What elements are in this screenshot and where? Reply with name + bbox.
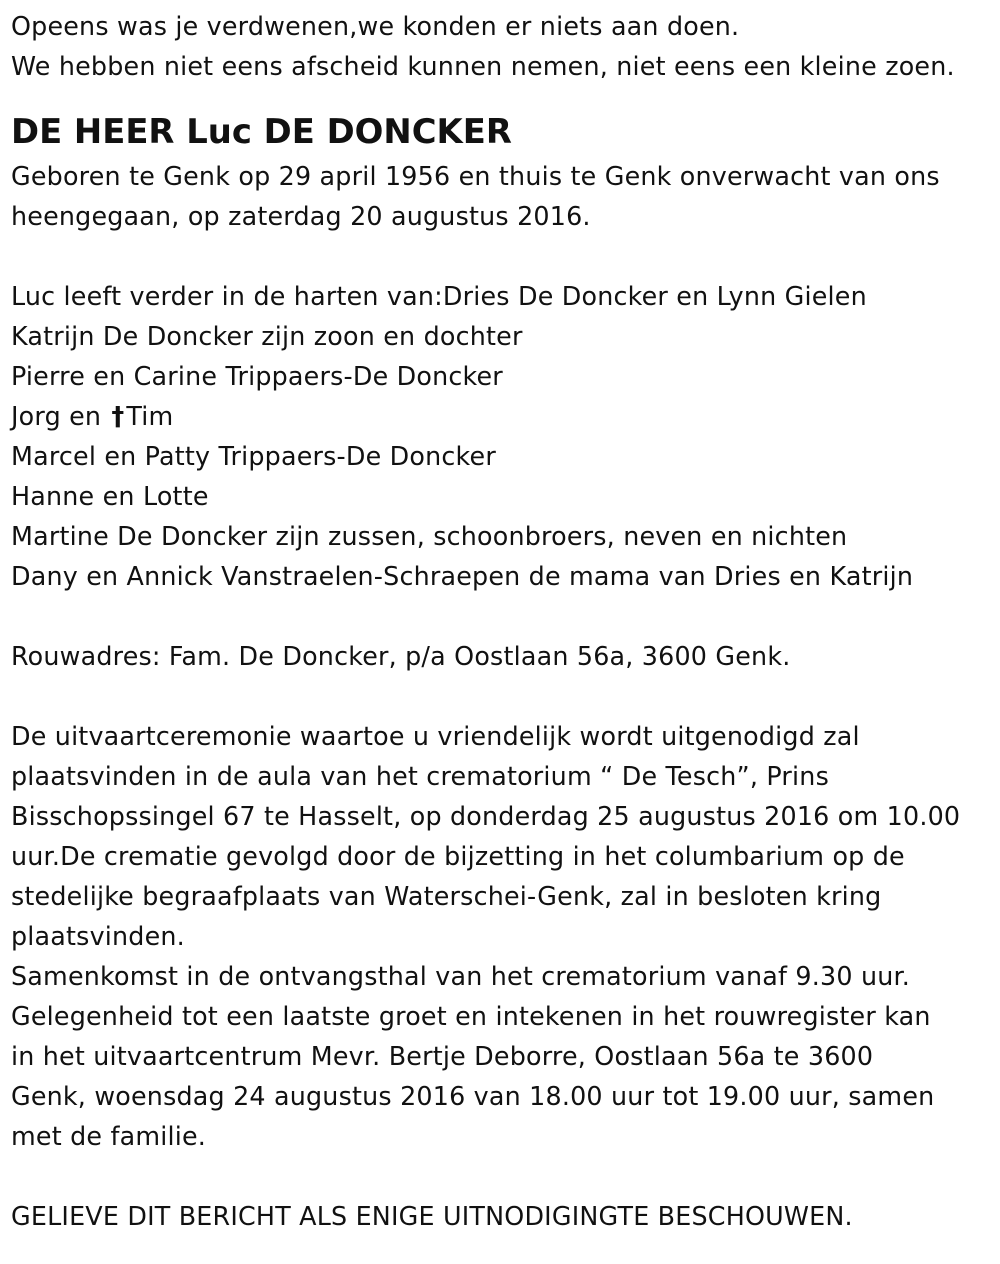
family-line: Martine De Doncker zijn zussen, schoonbroers, neven en nichten <box>11 521 848 551</box>
ceremony-line: stedelijke begraafplaats van Waterschei-Genk, zal in besloten kring <box>11 881 882 911</box>
ceremony-line: De uitvaartceremonie waartoe u vriendelijk wordt uitgenodigd zal <box>11 721 860 751</box>
ceremony-line: plaatsvinden in de aula van het crematorium “ De Tesch”, Prins <box>11 761 829 791</box>
closing-note: GELIEVE DIT BERICHT ALS ENIGE UITNODIGINGTE BESCHOUWEN. <box>11 1201 853 1231</box>
ceremony-line: Genk, woensdag 24 augustus 2016 van 18.00 uur tot 19.00 uur, samen <box>11 1081 935 1111</box>
spacer <box>11 86 991 106</box>
intro-line: We hebben niet eens afscheid kunnen nemen, niet eens een kleine zoen. <box>11 51 955 81</box>
intro-line: Opeens was je verdwenen,we konden er niets aan doen. <box>11 11 740 41</box>
deceased-name: DE HEER Luc DE DONCKER <box>11 112 512 151</box>
ceremony-details <box>11 716 991 1156</box>
family-line: Luc leeft verder in de harten van:Dries De Doncker en Lynn Gielen <box>11 281 867 311</box>
family-line: Pierre en Carine Trippaers-De Doncker <box>11 361 503 391</box>
ceremony-line: Gelegenheid tot een laatste groet en intekenen in het rouwregister kan <box>11 1001 931 1031</box>
spacer <box>11 1156 991 1196</box>
ceremony-line: in het uitvaartcentrum Mevr. Bertje Deborre, Oostlaan 56a te 3600 <box>11 1041 874 1071</box>
ceremony-line: Bisschopssingel 67 te Hasselt, op donderdag 25 augustus 2016 om 10.00 <box>11 801 961 831</box>
family-line-text: Jorg en <box>11 401 102 431</box>
ceremony-line: Samenkomst in de ontvangsthal van het crematorium vanaf 9.30 uur. <box>11 961 911 991</box>
ceremony-line: plaatsvinden. <box>11 921 185 951</box>
ceremony-line: met de familie. <box>11 1121 207 1151</box>
intro-poem <box>11 6 991 86</box>
family-line: Katrijn De Doncker zijn zoon en dochter <box>11 321 523 351</box>
family-line: Hanne en Lotte <box>11 481 209 511</box>
spacer <box>11 236 991 276</box>
obituary-notice <box>11 6 991 1236</box>
family-line: Marcel en Patty Trippaers-De Doncker <box>11 441 496 471</box>
family-list <box>11 276 991 596</box>
family-line <box>11 396 991 436</box>
cross-icon: † <box>111 401 125 431</box>
birth-line: Geboren te Genk op 29 april 1956 en thuis te Genk onverwacht van ons <box>11 161 940 191</box>
spacer <box>11 596 991 636</box>
mourning-address: Rouwadres: Fam. De Doncker, p/a Oostlaan 56a, 3600 Genk. <box>11 641 791 671</box>
spacer <box>11 676 991 716</box>
ceremony-line: uur.De crematie gevolgd door de bijzetting in het columbarium op de <box>11 841 905 871</box>
family-line-text: Tim <box>126 401 174 431</box>
birth-line: heengegaan, op zaterdag 20 augustus 2016. <box>11 201 591 231</box>
family-line: Dany en Annick Vanstraelen-Schraepen de mama van Dries en Katrijn <box>11 561 914 591</box>
birth-death-info <box>11 156 991 236</box>
